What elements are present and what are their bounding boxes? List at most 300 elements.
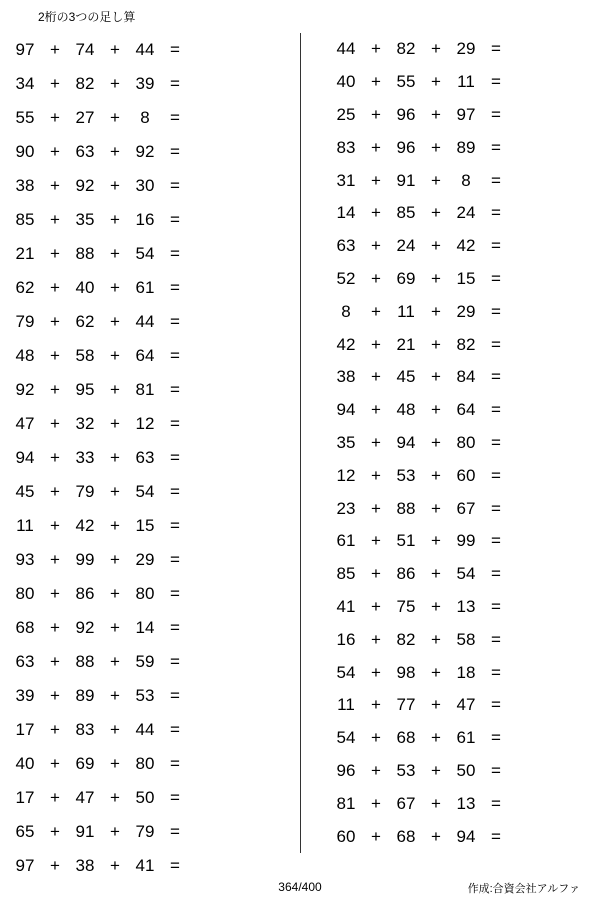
problem-row: [329, 755, 600, 788]
plus-icon: +: [431, 301, 441, 321]
operand: 65: [15, 822, 35, 841]
operand: 68: [396, 728, 416, 748]
plus-icon: +: [431, 334, 441, 354]
operand: 33: [75, 448, 95, 467]
problem-row: [329, 33, 600, 66]
equals-icon: =: [170, 414, 180, 433]
operand: 55: [396, 72, 416, 92]
plus-icon: +: [110, 312, 120, 331]
operand: 12: [336, 465, 356, 485]
operand: 24: [396, 236, 416, 256]
problem-row: [8, 101, 300, 135]
equals-icon: =: [170, 176, 180, 195]
equals-icon: =: [170, 380, 180, 399]
plus-icon: +: [431, 695, 441, 715]
plus-icon: +: [371, 301, 381, 321]
operand: 54: [135, 482, 155, 501]
operand: 80: [135, 584, 155, 603]
equals-icon: =: [170, 584, 180, 603]
problem-row: [8, 271, 300, 305]
operand: 80: [15, 584, 35, 603]
plus-icon: +: [371, 432, 381, 452]
operand: 84: [456, 367, 476, 387]
operand: 60: [456, 465, 476, 485]
operand: 88: [75, 652, 95, 671]
plus-icon: +: [371, 760, 381, 780]
operand: 86: [396, 564, 416, 584]
plus-icon: +: [110, 822, 120, 841]
plus-icon: +: [431, 39, 441, 59]
operand: 29: [456, 301, 476, 321]
operand: 55: [15, 108, 35, 127]
operand: 99: [456, 531, 476, 551]
problem-row: [329, 558, 600, 591]
problem-row: [329, 459, 600, 492]
operand: 44: [135, 40, 155, 59]
plus-icon: +: [431, 465, 441, 485]
operand: 34: [15, 74, 35, 93]
operand: 97: [15, 856, 35, 875]
operand: 80: [456, 432, 476, 452]
plus-icon: +: [50, 550, 60, 569]
operand: 39: [15, 686, 35, 705]
operand: 61: [336, 531, 356, 551]
plus-icon: +: [431, 400, 441, 420]
operand: 45: [15, 482, 35, 501]
operand: 67: [396, 793, 416, 813]
operand: 50: [135, 788, 155, 807]
problem-row: [8, 135, 300, 169]
page-footer: [0, 880, 600, 896]
plus-icon: +: [431, 728, 441, 748]
equals-icon: =: [170, 652, 180, 671]
operand: 24: [456, 203, 476, 223]
equals-icon: =: [491, 629, 501, 649]
operand: 8: [140, 108, 150, 127]
equals-icon: =: [170, 74, 180, 93]
equals-icon: =: [491, 728, 501, 748]
problem-row: [8, 67, 300, 101]
operand: 41: [135, 856, 155, 875]
operand: 63: [75, 142, 95, 161]
operand: 69: [396, 268, 416, 288]
operand: 91: [396, 170, 416, 190]
operand: 38: [15, 176, 35, 195]
plus-icon: +: [371, 400, 381, 420]
plus-icon: +: [50, 244, 60, 263]
operand: 82: [75, 74, 95, 93]
operand: 45: [396, 367, 416, 387]
operand: 54: [135, 244, 155, 263]
operand: 54: [456, 564, 476, 584]
plus-icon: +: [431, 793, 441, 813]
equals-icon: =: [170, 244, 180, 263]
problem-row: [329, 525, 600, 558]
equals-icon: =: [170, 822, 180, 841]
problem-row: [8, 849, 300, 883]
equals-icon: =: [491, 400, 501, 420]
page-number: 364/400: [278, 880, 322, 894]
problem-row: [8, 679, 300, 713]
plus-icon: +: [371, 662, 381, 682]
operand: 83: [336, 137, 356, 157]
plus-icon: +: [110, 244, 120, 263]
operand: 63: [15, 652, 35, 671]
equals-icon: =: [491, 39, 501, 59]
plus-icon: +: [371, 39, 381, 59]
operand: 74: [75, 40, 95, 59]
plus-icon: +: [431, 629, 441, 649]
plus-icon: +: [50, 380, 60, 399]
plus-icon: +: [110, 40, 120, 59]
plus-icon: +: [431, 498, 441, 518]
operand: 32: [75, 414, 95, 433]
equals-icon: =: [170, 312, 180, 331]
plus-icon: +: [110, 448, 120, 467]
operand: 14: [336, 203, 356, 223]
operand: 69: [75, 754, 95, 773]
operand: 67: [456, 498, 476, 518]
equals-icon: =: [491, 531, 501, 551]
operand: 96: [336, 760, 356, 780]
problem-row: [8, 713, 300, 747]
problem-row: [329, 787, 600, 820]
operand: 83: [75, 720, 95, 739]
operand: 97: [456, 104, 476, 124]
operand: 98: [396, 662, 416, 682]
problem-row: [329, 328, 600, 361]
equals-icon: =: [170, 618, 180, 637]
equals-icon: =: [170, 686, 180, 705]
problem-row: [329, 820, 600, 853]
operand: 21: [396, 334, 416, 354]
operand: 88: [75, 244, 95, 263]
operand: 44: [135, 312, 155, 331]
operand: 63: [336, 236, 356, 256]
problem-row: [329, 361, 600, 394]
operand: 59: [135, 652, 155, 671]
operand: 12: [135, 414, 155, 433]
operand: 64: [456, 400, 476, 420]
operand: 91: [75, 822, 95, 841]
plus-icon: +: [371, 465, 381, 485]
operand: 11: [397, 301, 415, 321]
plus-icon: +: [50, 516, 60, 535]
page-title: 2桁の3つの足し算: [38, 10, 136, 24]
operand: 75: [396, 596, 416, 616]
operand: 79: [135, 822, 155, 841]
equals-icon: =: [170, 516, 180, 535]
plus-icon: +: [371, 203, 381, 223]
operand: 81: [135, 380, 155, 399]
plus-icon: +: [371, 531, 381, 551]
problem-row: [329, 656, 600, 689]
plus-icon: +: [431, 432, 441, 452]
plus-icon: +: [371, 104, 381, 124]
operand: 63: [135, 448, 155, 467]
operand: 58: [456, 629, 476, 649]
plus-icon: +: [371, 170, 381, 190]
plus-icon: +: [371, 268, 381, 288]
equals-icon: =: [491, 301, 501, 321]
problem-row: [8, 373, 300, 407]
operand: 15: [456, 268, 476, 288]
plus-icon: +: [110, 720, 120, 739]
operand: 68: [396, 826, 416, 846]
problem-column-right: [300, 33, 600, 853]
equals-icon: =: [491, 498, 501, 518]
operand: 79: [75, 482, 95, 501]
problem-row: [8, 305, 300, 339]
equals-icon: =: [491, 465, 501, 485]
problem-row: [8, 475, 300, 509]
plus-icon: +: [431, 170, 441, 190]
plus-icon: +: [110, 550, 120, 569]
operand: 11: [337, 695, 355, 715]
plus-icon: +: [110, 74, 120, 93]
equals-icon: =: [491, 137, 501, 157]
operand: 31: [336, 170, 356, 190]
plus-icon: +: [110, 176, 120, 195]
equals-icon: =: [491, 268, 501, 288]
operand: 92: [75, 618, 95, 637]
operand: 23: [336, 498, 356, 518]
plus-icon: +: [110, 210, 120, 229]
operand: 11: [457, 72, 475, 92]
plus-icon: +: [371, 826, 381, 846]
plus-icon: +: [431, 268, 441, 288]
plus-icon: +: [50, 142, 60, 161]
equals-icon: =: [170, 278, 180, 297]
problem-row: [8, 509, 300, 543]
operand: 13: [456, 596, 476, 616]
plus-icon: +: [431, 137, 441, 157]
operand: 80: [135, 754, 155, 773]
plus-icon: +: [110, 788, 120, 807]
operand: 16: [336, 629, 356, 649]
credit-text: 作成:合資会社アルファ: [467, 883, 580, 895]
plus-icon: +: [110, 754, 120, 773]
operand: 79: [15, 312, 35, 331]
plus-icon: +: [110, 482, 120, 501]
problem-row: [8, 33, 300, 67]
operand: 94: [456, 826, 476, 846]
operand: 86: [75, 584, 95, 603]
operand: 94: [15, 448, 35, 467]
problem-row: [329, 66, 600, 99]
operand: 8: [341, 301, 351, 321]
operand: 60: [336, 826, 356, 846]
operand: 13: [456, 793, 476, 813]
plus-icon: +: [110, 142, 120, 161]
equals-icon: =: [491, 236, 501, 256]
operand: 44: [135, 720, 155, 739]
operand: 92: [75, 176, 95, 195]
operand: 62: [75, 312, 95, 331]
operand: 89: [456, 137, 476, 157]
plus-icon: +: [431, 367, 441, 387]
plus-icon: +: [431, 72, 441, 92]
plus-icon: +: [371, 367, 381, 387]
equals-icon: =: [491, 662, 501, 682]
problem-row: [8, 611, 300, 645]
problem-row: [329, 689, 600, 722]
problem-row: [8, 747, 300, 781]
problem-row: [8, 645, 300, 679]
plus-icon: +: [110, 346, 120, 365]
operand: 35: [336, 432, 356, 452]
operand: 85: [336, 564, 356, 584]
problem-column-left: [0, 33, 300, 883]
plus-icon: +: [371, 596, 381, 616]
problem-row: [329, 427, 600, 460]
operand: 47: [75, 788, 95, 807]
operand: 16: [135, 210, 155, 229]
operand: 92: [15, 380, 35, 399]
operand: 15: [135, 516, 155, 535]
operand: 62: [15, 278, 35, 297]
operand: 42: [75, 516, 95, 535]
plus-icon: +: [431, 236, 441, 256]
plus-icon: +: [371, 728, 381, 748]
operand: 48: [15, 346, 35, 365]
plus-icon: +: [431, 662, 441, 682]
equals-icon: =: [491, 596, 501, 616]
operand: 42: [336, 334, 356, 354]
equals-icon: =: [170, 482, 180, 501]
operand: 41: [336, 596, 356, 616]
operand: 38: [336, 367, 356, 387]
operand: 53: [135, 686, 155, 705]
plus-icon: +: [371, 695, 381, 715]
operand: 96: [396, 104, 416, 124]
operand: 53: [396, 760, 416, 780]
operand: 61: [456, 728, 476, 748]
equals-icon: =: [170, 142, 180, 161]
operand: 82: [396, 39, 416, 59]
operand: 54: [336, 662, 356, 682]
problem-row: [329, 164, 600, 197]
equals-icon: =: [491, 432, 501, 452]
plus-icon: +: [50, 584, 60, 603]
operand: 51: [396, 531, 416, 551]
operand: 95: [75, 380, 95, 399]
problem-columns: [0, 33, 600, 883]
equals-icon: =: [170, 550, 180, 569]
problem-row: [8, 407, 300, 441]
equals-icon: =: [491, 564, 501, 584]
equals-icon: =: [491, 367, 501, 387]
operand: 42: [456, 236, 476, 256]
plus-icon: +: [110, 380, 120, 399]
equals-icon: =: [170, 856, 180, 875]
problem-row: [8, 169, 300, 203]
operand: 21: [15, 244, 35, 263]
operand: 14: [135, 618, 155, 637]
equals-icon: =: [170, 720, 180, 739]
operand: 81: [336, 793, 356, 813]
plus-icon: +: [431, 596, 441, 616]
plus-icon: +: [110, 856, 120, 875]
problem-row: [329, 197, 600, 230]
operand: 96: [396, 137, 416, 157]
equals-icon: =: [491, 695, 501, 715]
plus-icon: +: [110, 414, 120, 433]
plus-icon: +: [50, 176, 60, 195]
operand: 39: [135, 74, 155, 93]
plus-icon: +: [371, 564, 381, 584]
operand: 64: [135, 346, 155, 365]
equals-icon: =: [170, 346, 180, 365]
plus-icon: +: [371, 629, 381, 649]
problem-row: [8, 815, 300, 849]
operand: 30: [135, 176, 155, 195]
problem-row: [8, 543, 300, 577]
plus-icon: +: [431, 104, 441, 124]
operand: 40: [15, 754, 35, 773]
problem-row: [329, 591, 600, 624]
operand: 92: [135, 142, 155, 161]
operand: 48: [396, 400, 416, 420]
problem-row: [329, 722, 600, 755]
plus-icon: +: [110, 108, 120, 127]
operand: 18: [456, 662, 476, 682]
plus-icon: +: [110, 652, 120, 671]
plus-icon: +: [50, 108, 60, 127]
plus-icon: +: [50, 856, 60, 875]
plus-icon: +: [50, 482, 60, 501]
operand: 52: [336, 268, 356, 288]
operand: 40: [75, 278, 95, 297]
equals-icon: =: [170, 788, 180, 807]
plus-icon: +: [110, 516, 120, 535]
problem-row: [329, 99, 600, 132]
operand: 8: [461, 170, 471, 190]
plus-icon: +: [50, 720, 60, 739]
operand: 61: [135, 278, 155, 297]
operand: 25: [336, 104, 356, 124]
operand: 58: [75, 346, 95, 365]
operand: 38: [75, 856, 95, 875]
plus-icon: +: [371, 498, 381, 518]
operand: 94: [396, 432, 416, 452]
problem-row: [8, 203, 300, 237]
problem-row: [329, 492, 600, 525]
operand: 11: [16, 516, 34, 535]
plus-icon: +: [431, 531, 441, 551]
operand: 85: [15, 210, 35, 229]
plus-icon: +: [110, 278, 120, 297]
plus-icon: +: [371, 72, 381, 92]
operand: 88: [396, 498, 416, 518]
operand: 17: [15, 788, 35, 807]
plus-icon: +: [50, 686, 60, 705]
equals-icon: =: [170, 108, 180, 127]
plus-icon: +: [371, 137, 381, 157]
equals-icon: =: [491, 170, 501, 190]
plus-icon: +: [50, 40, 60, 59]
plus-icon: +: [431, 826, 441, 846]
problem-row: [8, 441, 300, 475]
plus-icon: +: [431, 564, 441, 584]
problem-row: [329, 230, 600, 263]
equals-icon: =: [491, 793, 501, 813]
plus-icon: +: [50, 448, 60, 467]
plus-icon: +: [371, 334, 381, 354]
plus-icon: +: [50, 822, 60, 841]
operand: 27: [75, 108, 95, 127]
plus-icon: +: [110, 618, 120, 637]
